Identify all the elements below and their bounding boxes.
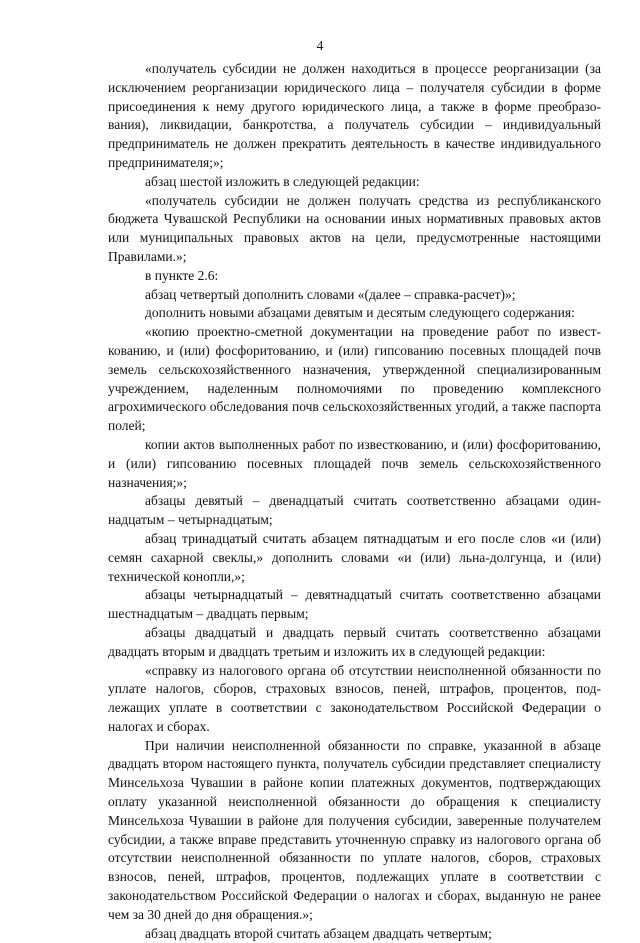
paragraph-design-documentation: «копию проектно-сметной документации на проведение работ по известкованию, и (или) фосфоритованию, и (или) гипсованию посевных площадей почв земель сельскохозяйственного назначения, утвержденной специализированным учреждением, наделенным полномочиями по проведению комплексного агрохимического обследования почв сельскохозяйственных угодий, а также паспорта полей; <box>108 324 601 434</box>
paragraph-work-acts: копии актов выполненных работ по известкованию, и (или) фосфоритованию, и (или) гипсованию посевных площадей почв земель сельскохозяйственного назначения;»; <box>108 436 601 490</box>
paragraph-renumber-14-19: абзацы четырнадцатый – девятнадцатый считать соответственно абзацами шестнадцатым – двадцать первым; <box>108 587 601 622</box>
paragraph-renumber-20-21: абзацы двадцатый и двадцать первый считать соответственно абзацами двадцать вторым и двадцать третьим и изложить их в следующей редакции: <box>108 624 601 659</box>
paragraph-instruction-add: дополнить новыми абзацами девятым и десятым следующего содержания: <box>145 305 575 321</box>
paragraph-renumber-13: абзац тринадцатый считать абзацем пятнадцатым и его после слов «и (или) семян сахарной свеклы,» дополнить словами «и (или) льна-долгунца, и (или) технической конопли,»; <box>108 530 601 584</box>
paragraph-point-2-6: в пункте 2.6: <box>145 267 219 283</box>
paragraph-renumber-22: абзац двадцать второй считать абзацем двадцать четвертым; <box>145 925 492 941</box>
paragraph-budget-clause: «получатель субсидии не должен получать средства из республиканского бюджета Чувашской Республики на основании иных нормативных правовых актов или муниципальных правовых актов на цели, предусмотренные настоящими Правилами.»; <box>108 192 601 264</box>
paragraph-instruction-fourth: абзац четвертый дополнить словами «(далее – справка-расчет)»; <box>145 286 516 302</box>
paragraph-unfulfilled-obligation: При наличии неисполненной обязанности по справке, указанной в абзаце двадцать втором настоящего пункта, получатель субсидии представляет специалисту Минсельхоза Чувашии в районе копии платежных документов, подтверждающих оплату указанной неисполненной обязанности до обращения к специалисту Минсельхоза Чувашии в районе для получения субсидии, заверенные получателем субсидии, а также вправе представить уточненную справку из налогового органа об отсутствии неисполненной обязанности по уплате налогов, сборов, страховых взносов, пеней, штрафов, процентов, подлежащих уплате в соответствии с законодательством Российской Федерации о налогах и сборах, выданную не ранее чем за 30 дней до дня обращения.»; <box>108 737 601 922</box>
paragraph-reorganization-clause: «получатель субсидии не должен находиться в процессе реорганизации (за исключением реорганизации юридического лица – получателя субсидии в форме присоединения к нему другого юридического лица, а также в форме преобразования), ликвидации, банкротства, а получатель субсидии – индивидуальный предприниматель не должен прекратить деятельность в качестве индивидуального предпринимателя;»; <box>108 61 601 170</box>
paragraph-renumber-9-12: абзацы девятый – двенадцатый считать соответственно абзацами одиннадцатым – четырнадцатым; <box>108 493 601 528</box>
paragraph-tax-certificate: «справку из налогового органа об отсутствии неисполненной обязанности по уплате налогов, сборов, страховых взносов, пеней, штрафов, процентов, подлежащих уплате в соответствии с законодательством Российской Федерации о налогах и сборах. <box>108 662 601 734</box>
page-number: 4 <box>316 38 324 53</box>
paragraph-instruction-sixth: абзац шестой изложить в следующей редакции: <box>145 173 420 189</box>
document-body <box>108 60 601 943</box>
